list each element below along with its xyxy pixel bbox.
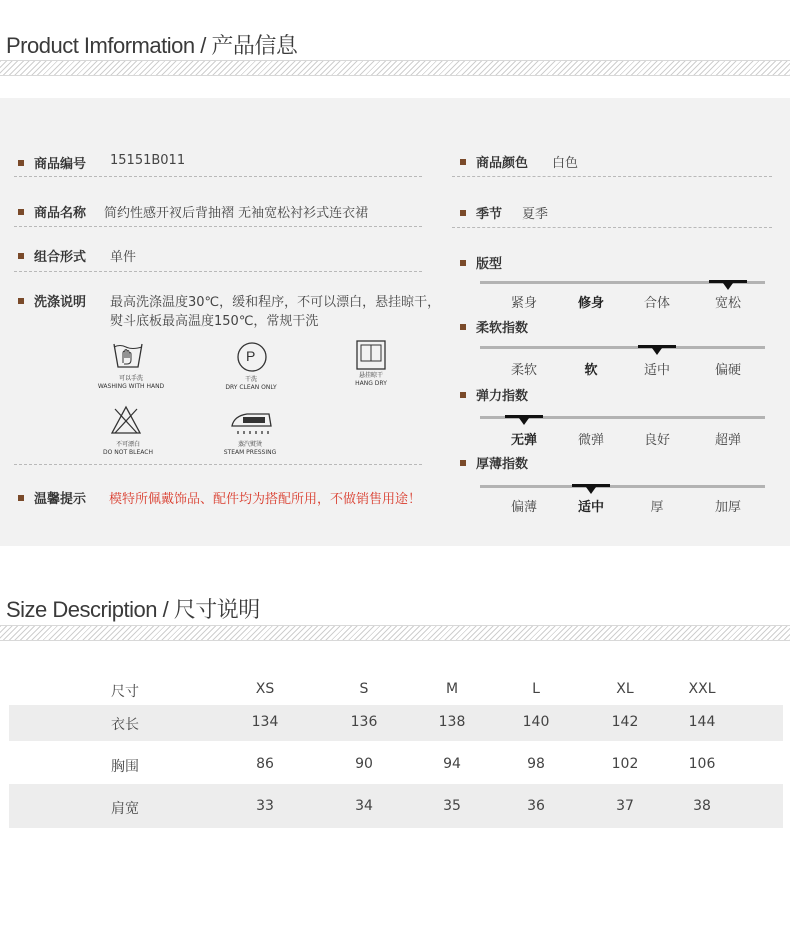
- row-divider: [14, 226, 422, 227]
- bullet-icon: [18, 160, 24, 166]
- scale-option: 适中: [643, 363, 671, 378]
- scale-option: 加厚: [714, 500, 742, 515]
- info-label-color: 商品颜色: [460, 152, 528, 171]
- scale-option: 软: [584, 363, 598, 378]
- size-cell: 33: [256, 798, 274, 814]
- steam-iron-caption: 蒸汽熨烫 STEAM PRESSING: [223, 441, 277, 456]
- bullet-icon: [18, 253, 24, 259]
- size-cell: 140: [522, 714, 550, 730]
- hand-wash-caption: 可以手洗 WASHING WITH HAND: [97, 375, 165, 390]
- no-bleach-icon: [110, 405, 142, 435]
- scale-label: 厚薄指数: [460, 453, 528, 472]
- notice-warning-text: 模特所佩戴饰品、配件均为搭配所用，不做销售用途！: [109, 492, 422, 507]
- size-header-cell: XXL: [688, 681, 716, 697]
- size-cell: 37: [616, 798, 634, 814]
- dry-clean-p-icon: P: [235, 341, 269, 373]
- size-cell: 134: [251, 714, 279, 730]
- title-divider: [0, 625, 790, 641]
- scale-option: 超弹: [714, 433, 742, 448]
- size-cell: 86: [256, 756, 274, 772]
- scale-option: 修身: [577, 296, 605, 311]
- info-value-washing-line2: 熨斗底板最高温度150℃，常规干洗: [110, 314, 319, 329]
- row-divider: [14, 464, 422, 465]
- scale-option: 厚: [650, 500, 664, 515]
- row-divider: [452, 176, 772, 177]
- bullet-icon: [18, 495, 24, 501]
- scale-indicator-icon: [652, 348, 662, 355]
- bullet-icon: [18, 298, 24, 304]
- info-label-washing: 洗涤说明: [18, 291, 86, 310]
- dry-clean-caption: 干洗 DRY CLEAN ONLY: [225, 376, 277, 391]
- scale-option: 无弹: [510, 433, 538, 448]
- size-header-cell: XL: [616, 681, 634, 697]
- info-label-season: 季节: [460, 203, 502, 222]
- row-divider: [452, 227, 772, 228]
- row-divider: [14, 176, 422, 177]
- info-label-notice: 温馨提示: [18, 488, 86, 507]
- size-cell: 138: [438, 714, 466, 730]
- scale-indicator-icon: [723, 283, 733, 290]
- scale-option: 良好: [643, 433, 671, 448]
- size-description-title: Size Description / 尺寸说明: [6, 597, 260, 622]
- info-value-item-number: 15151B011: [110, 153, 186, 168]
- info-label-item-name: 商品名称: [18, 202, 86, 221]
- size-cell: 35: [443, 798, 461, 814]
- bullet-icon: [460, 324, 466, 330]
- product-info-title: Product Imformation / 产品信息: [6, 33, 298, 58]
- info-value-color: 白色: [552, 156, 579, 171]
- size-cell: 36: [527, 798, 545, 814]
- scale-option: 紧身: [510, 296, 538, 311]
- hang-dry-icon: [356, 340, 386, 370]
- size-cell: 98: [527, 756, 545, 772]
- size-header-cell: 尺寸: [111, 684, 139, 700]
- scale-option: 微弹: [577, 433, 605, 448]
- row-divider: [14, 271, 422, 272]
- bullet-icon: [18, 209, 24, 215]
- scale-option: 宽松: [714, 296, 742, 311]
- size-header-cell: XS: [255, 681, 275, 697]
- bullet-icon: [460, 159, 466, 165]
- size-header-cell: M: [445, 681, 459, 697]
- size-cell: 106: [688, 756, 716, 772]
- scale-indicator-icon: [519, 418, 529, 425]
- scale-option: 偏硬: [714, 363, 742, 378]
- size-cell: 136: [350, 714, 378, 730]
- size-row-label: 胸围: [111, 759, 139, 775]
- title-divider: [0, 60, 790, 76]
- size-row-label: 肩宽: [111, 801, 139, 817]
- info-value-item-name: 简约性感开衩后背抽褶 无袖宽松衬衫式连衣裙: [104, 206, 369, 221]
- scale-option: 柔软: [510, 363, 538, 378]
- scale-label: 版型: [460, 253, 502, 272]
- scale-bar: [480, 485, 765, 488]
- scale-bar: [480, 346, 765, 349]
- size-cell: 94: [443, 756, 461, 772]
- info-label-item-number: 商品编号: [18, 153, 86, 172]
- info-label-combination: 组合形式: [18, 246, 86, 265]
- bullet-icon: [460, 210, 466, 216]
- size-cell: 142: [611, 714, 639, 730]
- size-row-label: 衣长: [111, 717, 139, 733]
- size-cell: 38: [693, 798, 711, 814]
- size-header-cell: L: [532, 681, 540, 697]
- scale-option: 适中: [577, 500, 605, 515]
- size-cell: 144: [688, 714, 716, 730]
- info-value-combination: 单件: [110, 250, 137, 265]
- steam-iron-icon: [229, 408, 273, 436]
- scale-label: 弹力指数: [460, 385, 528, 404]
- size-cell: 102: [611, 756, 639, 772]
- size-cell: 90: [355, 756, 373, 772]
- scale-option: 偏薄: [510, 500, 538, 515]
- hang-dry-caption: 悬挂晾干 HANG DRY: [355, 372, 387, 387]
- bullet-icon: [460, 392, 466, 398]
- bullet-icon: [460, 260, 466, 266]
- scale-indicator-icon: [586, 487, 596, 494]
- hand-wash-icon: [112, 340, 144, 370]
- size-header-cell: S: [359, 681, 369, 697]
- info-value-washing-line1: 最高洗涤温度30℃，缓和程序，不可以漂白，悬挂晾干，: [110, 295, 441, 310]
- info-value-season: 夏季: [522, 207, 549, 222]
- scale-label: 柔软指数: [460, 317, 528, 336]
- bullet-icon: [460, 460, 466, 466]
- scale-option: 合体: [643, 296, 671, 311]
- no-bleach-caption: 不可漂白 DO NOT BLEACH: [103, 441, 153, 456]
- size-cell: 34: [355, 798, 373, 814]
